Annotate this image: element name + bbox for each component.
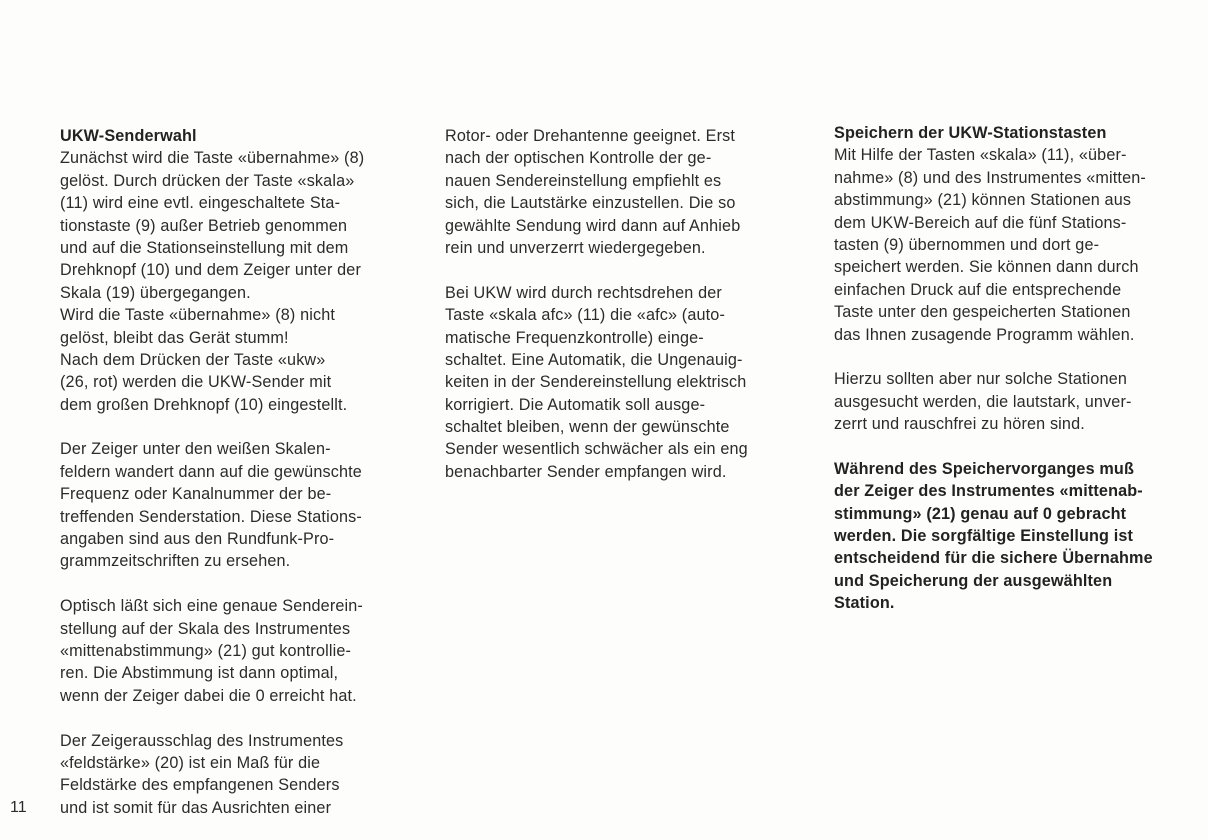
bold-text-line: Station. <box>834 594 895 613</box>
text-line: Feldstärke des empfangenen Senders <box>60 776 340 795</box>
text-line: gelöst. Durch drücken der Taste «skala» <box>60 171 355 190</box>
text-line: angaben sind aus den Rundfunk-Pro- <box>60 530 335 549</box>
text-line: Bei UKW wird durch rechtsdrehen der <box>445 283 722 302</box>
text-line: Sender wesentlich schwächer als ein eng <box>445 440 748 459</box>
text-line: Zunächst wird die Taste «übernahme» (8) <box>60 149 365 168</box>
paragraph-gap <box>60 707 410 729</box>
text-line: Der Zeigerausschlag des Instrumentes <box>60 731 344 750</box>
text-line: Wird die Taste «übernahme» (8) nicht <box>60 306 336 325</box>
text-line: (11) wird eine evtl. eingeschaltete Sta- <box>60 194 341 213</box>
paragraph-gap <box>60 573 410 595</box>
text-line: abstimmung» (21) können Stationen aus <box>834 191 1132 210</box>
paragraph-gap <box>834 435 1189 457</box>
text-line: «mittenabstimmung» (21) gut kontrollie- <box>60 641 352 660</box>
text-column-left <box>60 125 410 819</box>
text-line: schaltet bleiben, wenn der gewünschte <box>445 418 730 437</box>
text-line: Rotor- oder Drehantenne geeignet. Erst <box>445 127 736 145</box>
text-line: (26, rot) werden die UKW-Sender mit <box>60 373 332 392</box>
bold-text-line: der Zeiger des Instrumentes «mittenab- <box>834 482 1143 501</box>
text-line: dem UKW-Bereich auf die fünf Stations- <box>834 213 1127 232</box>
text-line: Skala (19) übergegangen. <box>60 283 251 302</box>
text-line: tionstaste (9) außer Betrieb genommen <box>60 216 348 235</box>
text-line: Mit Hilfe der Tasten «skala» (11), «über- <box>834 146 1127 165</box>
bold-text-line: entscheidend für die sichere Übernahme <box>834 549 1153 568</box>
text-line: gelöst, bleibt das Gerät stumm! <box>60 328 289 347</box>
text-line: und ist somit für das Ausrichten einer <box>60 798 332 817</box>
bold-text-line: und Speicherung der ausgewählten <box>834 571 1113 590</box>
bold-text-line: Speichern der UKW-Stationstasten <box>834 124 1107 142</box>
text-line: schaltet. Eine Automatik, die Ungenauig- <box>445 350 743 369</box>
text-line: ren. Die Abstimmung ist dann optimal, <box>60 664 339 683</box>
text-line: rein und unverzerrt wiedergegeben. <box>445 238 706 257</box>
bold-text-line: stimmung» (21) genau auf 0 gebracht <box>834 504 1127 523</box>
text-line: wenn der Zeiger dabei die 0 erreicht hat. <box>60 686 357 705</box>
text-line: das Ihnen zusagende Programm wählen. <box>834 325 1135 344</box>
text-line: keiten in der Sendereinstellung elektrisch <box>445 373 747 392</box>
text-line: Hierzu sollten aber nur solche Stationen <box>834 370 1128 389</box>
text-line: zerrt und rauschfrei zu hören sind. <box>834 415 1085 434</box>
text-line: ausgesucht werden, die lautstark, unver- <box>834 392 1132 411</box>
text-line: Nach dem Drücken der Taste «ukw» <box>60 350 326 369</box>
text-line: speichert werden. Sie können dann durch <box>834 258 1139 277</box>
text-line: Der Zeiger unter den weißen Skalen- <box>60 440 331 459</box>
text-line: Taste «skala afc» (11) die «afc» (auto- <box>445 306 725 325</box>
page-number: 11 <box>10 799 27 816</box>
text-line: Drehknopf (10) und dem Zeiger unter der <box>60 261 361 280</box>
text-line: matische Frequenzkontrolle) einge- <box>445 328 704 347</box>
text-line: grammzeitschriften zu ersehen. <box>60 552 291 571</box>
text-line: feldern wandert dann auf die gewünschte <box>60 462 362 481</box>
bold-text-line: Während des Speichervorganges muß <box>834 459 1134 478</box>
bold-text-line: UKW-Senderwahl <box>60 127 197 145</box>
text-line: sich, die Lautstärke einzustellen. Die so <box>445 194 736 213</box>
text-line: benachbarter Sender empfangen wird. <box>445 462 727 481</box>
text-line: nahme» (8) und des Instrumentes «mitten- <box>834 168 1146 187</box>
bold-text-line: werden. Die sorgfältige Einstellung ist <box>834 527 1134 546</box>
text-line: nauen Sendereinstellung empfiehlt es <box>445 171 722 190</box>
text-column-middle <box>445 125 795 483</box>
text-line: gewählte Sendung wird dann auf Anhieb <box>445 216 741 235</box>
text-line: treffenden Senderstation. Diese Stations- <box>60 507 362 526</box>
text-line: Taste unter den gespeicherten Stationen <box>834 303 1131 322</box>
text-line: dem großen Drehknopf (10) eingestellt. <box>60 395 348 414</box>
text-line: stellung auf der Skala des Instrumentes <box>60 619 351 638</box>
text-line: tasten (9) übernommen und dort ge- <box>834 235 1100 254</box>
text-line: Frequenz oder Kanalnummer der be- <box>60 485 332 504</box>
text-column-right <box>834 122 1189 615</box>
text-line: einfachen Druck auf die entsprechende <box>834 280 1122 299</box>
text-line: und auf die Stationseinstellung mit dem <box>60 238 349 257</box>
text-line: Optisch läßt sich eine genaue Senderein- <box>60 597 363 616</box>
paragraph-gap <box>834 346 1189 368</box>
paragraph-gap <box>445 259 795 281</box>
text-line: nach der optischen Kontrolle der ge- <box>445 149 712 168</box>
text-line: «feldstärke» (20) ist ein Maß für die <box>60 753 321 772</box>
text-line: korrigiert. Die Automatik soll ausge- <box>445 395 706 414</box>
paragraph-gap <box>60 416 410 438</box>
